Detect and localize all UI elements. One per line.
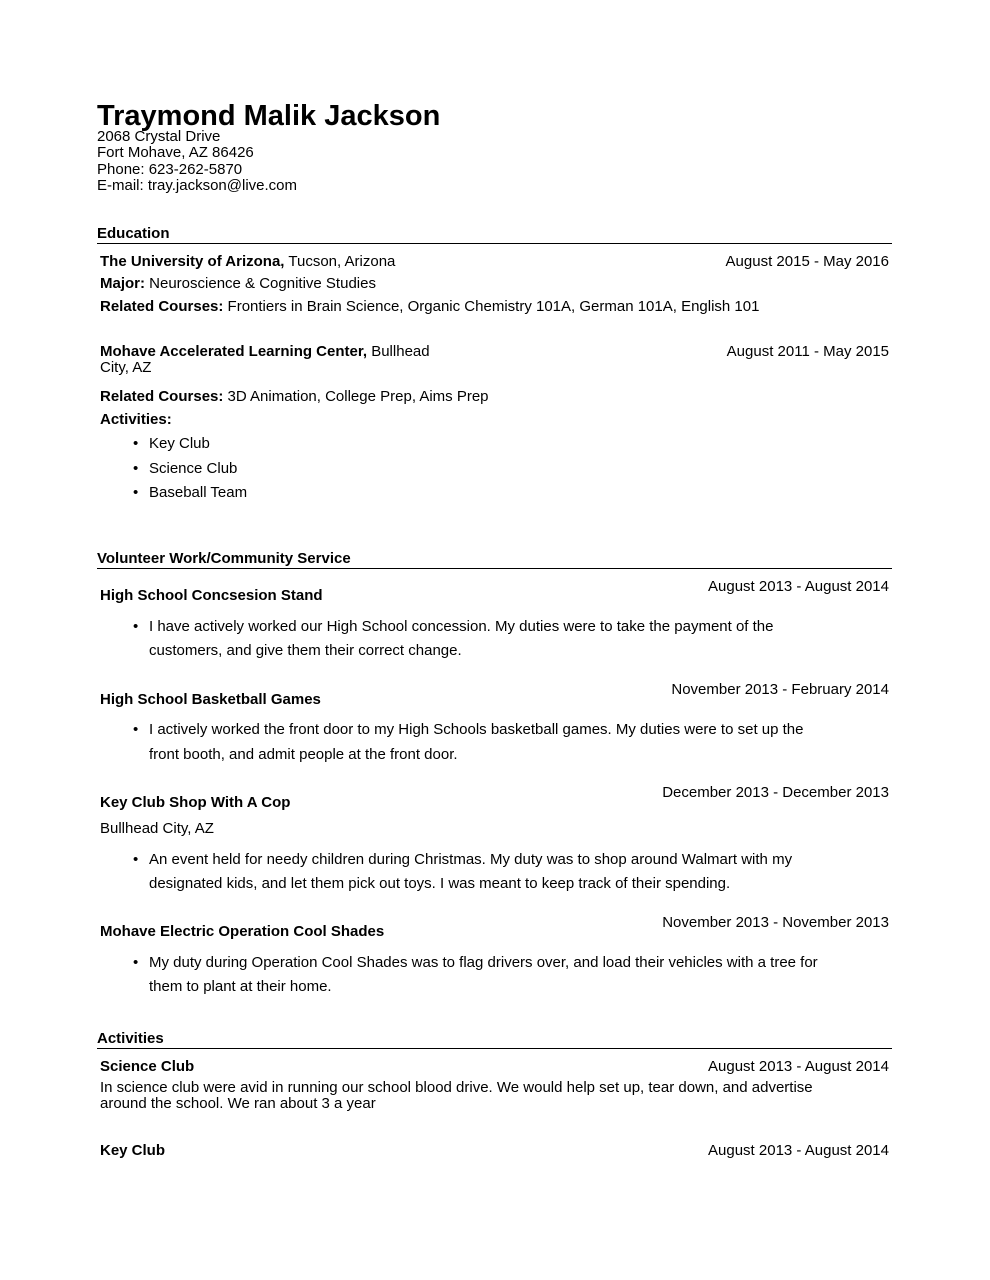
education-heading: Education <box>97 225 170 242</box>
edu2-courses-label: Related Courses: <box>100 388 224 405</box>
volunteer-rule <box>97 568 892 569</box>
activity-1-line-1: In science club were avid in running our school blood drive. We would help set up, tear down, and advertise <box>100 1079 813 1096</box>
edu2-school: Mohave Accelerated Learning Center, <box>100 343 368 360</box>
edu1-dates: August 2015 - May 2016 <box>725 253 889 270</box>
edu1-courses-label: Related Courses: <box>100 298 224 315</box>
volunteer-4-title: Mohave Electric Operation Cool Shades <box>100 923 385 940</box>
activities-rule <box>97 1048 892 1049</box>
activity-2-dates: August 2013 - August 2014 <box>708 1142 889 1159</box>
edu2-dates: August 2011 - May 2015 <box>726 343 889 360</box>
volunteer-4-dates: November 2013 - November 2013 <box>662 914 889 931</box>
edu1-school: The University of Arizona, <box>100 253 285 270</box>
edu1-major-label: Major: <box>100 275 145 292</box>
volunteer-3-title: Key Club Shop With A Cop <box>100 794 291 811</box>
volunteer-3-dates: December 2013 - December 2013 <box>662 784 889 801</box>
volunteer-3-line-1: • An event held for needy children during Christmas. My duty was to shop around Walmart with my <box>149 851 792 869</box>
volunteer-1-line-1: • I have actively worked our High School concession. My duties were to take the payment of the <box>149 618 774 636</box>
list-item: • Key Club <box>149 435 210 453</box>
list-item: • Science Club <box>149 460 237 478</box>
volunteer-2-dates: November 2013 - February 2014 <box>671 681 889 698</box>
list-item: • Baseball Team <box>149 484 247 502</box>
edu2-location-2: City, AZ <box>100 359 152 376</box>
edu2-location-1: Bullhead <box>367 343 430 360</box>
edu1-location: Tucson, Arizona <box>284 253 396 270</box>
email: E-mail: tray.jackson@live.com <box>97 177 297 194</box>
volunteer-1-line-2: customers, and give them their correct change. <box>149 642 462 659</box>
resume-name: Traymond Malik Jackson <box>97 100 441 132</box>
edu2-courses-line <box>100 388 489 406</box>
volunteer-3-line-2: designated kids, and let them pick out toys. I was meant to keep track of their spending. <box>149 875 731 892</box>
activity-1-line-2: around the school. We ran about 3 a year <box>100 1095 376 1112</box>
phone: Phone: 623-262-5870 <box>97 161 243 178</box>
volunteer-1-dates: August 2013 - August 2014 <box>708 578 889 595</box>
volunteer-1-title: High School Concsesion Stand <box>100 587 323 604</box>
volunteer-heading: Volunteer Work/Community Service <box>97 550 351 567</box>
activity-1-title: Science Club <box>100 1058 195 1075</box>
education-rule <box>97 243 892 244</box>
activities-heading: Activities <box>97 1030 164 1047</box>
edu1-courses-line <box>100 298 759 316</box>
volunteer-2-line-1: • I actively worked the front door to my High Schools basketball games. My duties were to set up the <box>149 721 804 739</box>
edu2-activities-label: Activities: <box>100 411 172 428</box>
volunteer-3-location: Bullhead City, AZ <box>100 820 214 837</box>
edu1-courses: Frontiers in Brain Science, Organic Chemistry 101A, German 101A, English 101 <box>223 298 760 315</box>
volunteer-2-line-2: front booth, and admit people at the front door. <box>149 746 458 763</box>
address-line-2: Fort Mohave, AZ 86426 <box>97 144 254 161</box>
edu1-major-line <box>100 275 376 293</box>
edu1-major: Neuroscience & Cognitive Studies <box>145 275 376 292</box>
volunteer-4-line-1: • My duty during Operation Cool Shades was to flag drivers over, and load their vehicles with a tree for <box>149 954 818 972</box>
activity-2-title: Key Club <box>100 1142 166 1159</box>
activity-1-dates: August 2013 - August 2014 <box>708 1058 889 1075</box>
volunteer-4-line-2: them to plant at their home. <box>149 978 332 995</box>
volunteer-2-title: High School Basketball Games <box>100 691 321 708</box>
address-line-1: 2068 Crystal Drive <box>97 128 221 145</box>
edu1-school-line <box>100 253 395 271</box>
edu2-courses: 3D Animation, College Prep, Aims Prep <box>223 388 489 405</box>
